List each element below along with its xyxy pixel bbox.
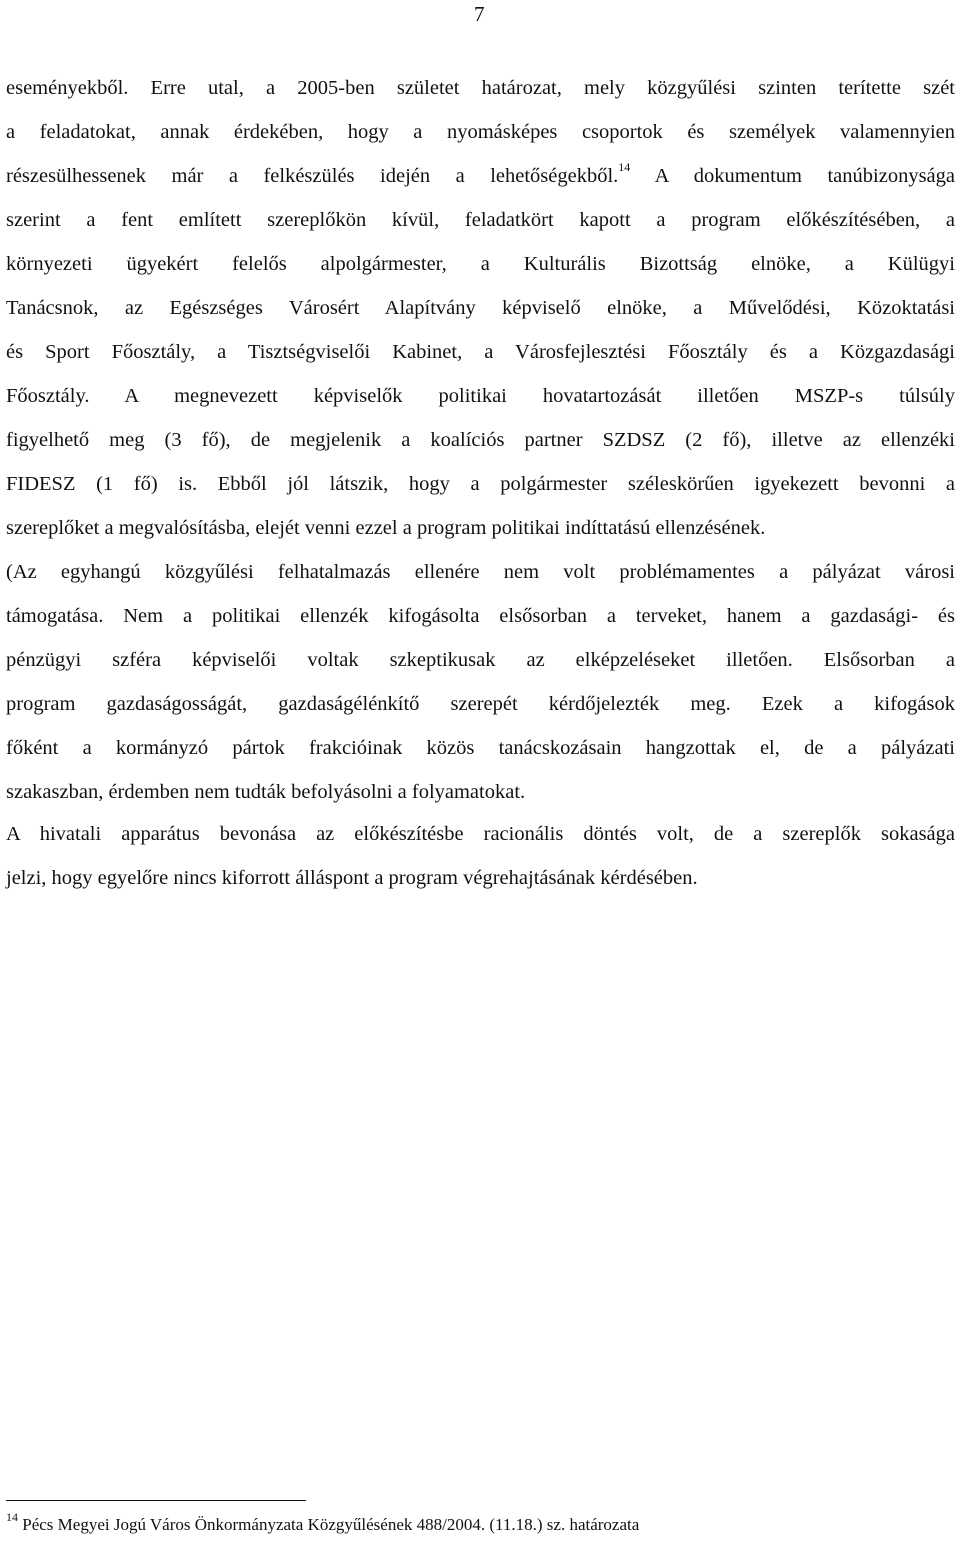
body-line-17: szakaszban, érdemben nem tudták befolyásolni a folyamatokat. [6, 781, 526, 803]
body-line-5: környezeti ügyekért felelős alpolgármester, a Kulturális Bizottság elnöke, a Külügyi [6, 253, 955, 275]
body-line-19: jelzi, hogy egyelőre nincs kiforrott álláspont a program végrehajtásának kérdésében. [6, 867, 698, 889]
body-line-15: program gazdaságosságát, gazdaságélénkítő szerepét kérdőjelezték meg. Ezek a kifogások [6, 693, 955, 715]
body-line-3 [6, 162, 955, 190]
body-line-1: eseményekből. Erre utal, a 2005-ben születet határozat, mely közgyűlési szinten terítette szét [6, 77, 955, 99]
body-line-16: főként a kormányzó pártok frakcióinak közös tanácskozásain hangzottak el, de a pályázati [6, 737, 955, 759]
body-line-6: Tanácsnok, az Egészséges Városért Alapítvány képviselő elnöke, a Művelődési, Közoktatási [6, 297, 955, 319]
page-number: 7 [474, 2, 485, 26]
body-line-4: szerint a fent említett szereplőkön kívül, feladatkört kapott a program előkészítésében, a [6, 209, 955, 231]
body-line-14: pénzügyi szféra képviselői voltak szkeptikusak az elképzeléseket illetően. Elsősorban a [6, 649, 955, 671]
body-line-12: (Az egyhangú közgyűlési felhatalmazás ellenére nem volt problémamentes a pályázat városi [6, 561, 955, 583]
body-line-10: FIDESZ (1 fő) is. Ebből jól látszik, hogy a polgármester széleskörűen igyekezett bevonni a [6, 473, 955, 495]
body-line-8: Főosztály. A megnevezett képviselők politikai hovatartozását illetően MSZP-s túlsúly [6, 385, 955, 407]
body-line-2: a feladatokat, annak érdekében, hogy a nyomásképes csoportok és személyek valamennyien [6, 121, 955, 143]
body-line-11: szereplőket a megvalósításba, elejét venni ezzel a program politikai indíttatású ellenzésének. [6, 517, 766, 539]
footnote-text: Pécs Megyei Jogú Város Önkormányzata Közgyűlésének 488/2004. (11.18.) sz. határozata [18, 1515, 640, 1534]
body-line-3-text: részesülhessenek már a felkészülés idején a lehetőségekből. [6, 165, 619, 187]
footnote [6, 1510, 640, 1536]
body-line-18: A hivatali apparátus bevonása az előkészítésbe racionális döntés volt, de a szereplők sokasága [6, 823, 955, 845]
body-line-3-continuation: A dokumentum tanúbizonysága [630, 165, 955, 187]
body-line-7: és Sport Főosztály, a Tisztségviselői Kabinet, a Városfejlesztési Főosztály és a Közgazdasági [6, 341, 955, 363]
footnote-number: 14 [6, 1510, 18, 1525]
body-line-13: támogatása. Nem a politikai ellenzék kifogásolta elsősorban a terveket, hanem a gazdasági- és [6, 605, 955, 627]
footnote-separator [6, 1500, 306, 1501]
footnote-reference[interactable]: 14 [618, 160, 631, 175]
body-line-9: figyelhető meg (3 fő), de megjelenik a koalíciós partner SZDSZ (2 fő), illetve az ellenzéki [6, 429, 955, 451]
